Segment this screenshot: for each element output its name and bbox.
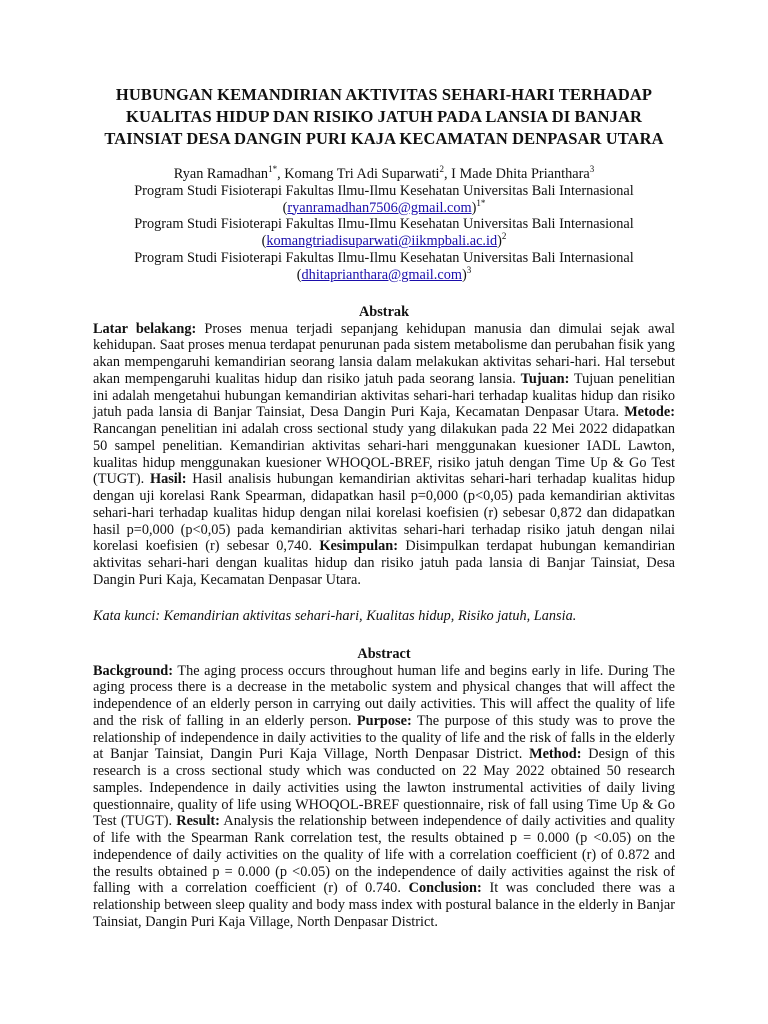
purpose-label: Purpose: <box>356 712 412 729</box>
paper-title: HUBUNGAN KEMANDIRIAN AKTIVITAS SEHARI-HARI TERHADAP KUALITAS HIDUP DAN RISIKO JATUH PADA LANSIA DI BANJAR TAINSIAT DESA DANGIN PURI KAJA KECAMATAN DENPASAR UTARA <box>104 85 664 148</box>
abstract-heading: Abstract <box>357 645 411 662</box>
email-link-2[interactable]: komangtriadisuparwati@iikmpbali.ac.id <box>266 233 498 250</box>
result-text: Analysis the relationship between independence of daily activities and quality of life with the Spearman Rank correlation test, the results obtained p = 0.000 (p <0.05) on the independence of daily activities on the quality of life with a correlation coefficient (r) of 0.872 and the results obtained p = 0.000 (p <0.05) on the independence of daily activities against the risk of falling with a correlation coefficient (r) of 0.740. <box>93 813 675 897</box>
abstrak-heading: Abstrak <box>358 303 410 320</box>
affiliation-2-text: Program Studi Fisioterapi Fakultas Ilmu-Ilmu Kesehatan Universitas Bali Internasional <box>134 216 634 233</box>
abstract-body <box>93 663 675 931</box>
background-text: The aging process occurs throughout human life and begins early in life. During The aging process there is a decrease in the metabolic system and physical changes that will affect the independence of an elderly person in carrying out daily activities. This will affect the quality of life and the risk of falling in an elderly person. <box>93 662 675 729</box>
abstrak-body <box>93 321 675 589</box>
affiliation-1: Program Studi Fisioterapi Fakultas Ilmu-Ilmu Kesehatan Universitas Bali Internasional (ryanramadhan7506@gmail.com)$^{1*}$ <box>93 183 675 217</box>
author-1: Ryan Ramadhan <box>173 166 269 182</box>
latar-label: Latar belakang: <box>93 320 197 337</box>
author-3: , I Made Dhita Prianthara <box>444 166 590 182</box>
email-link-1[interactable]: ryanramadhan7506@gmail.com <box>287 199 472 216</box>
author-2: , Komang Tri Adi Suparwati <box>277 166 440 182</box>
affiliation-1-sup: 1* <box>476 197 486 208</box>
method-text: Design of this research is a cross sectional study which was conducted on 22 May 2022 obtained 50 research samples. Independence in daily activities using the lawton instrumental activities of daily living questionnaire, quality of life using WHOQOL-BREF questionnaire, risk of fall using Time Up & Go Test (TUGT). <box>93 746 675 830</box>
keywords: Kata kunci: Kemandirian aktivitas sehari-hari, Kualitas hidup, Risiko jatuh, Lansia. <box>93 607 577 624</box>
result-label: Result: <box>176 813 220 830</box>
metode-label: Metode: <box>624 404 675 421</box>
conclusion-text: It was concluded there was a relationship between sleep quality and body mass index with postural balance in the elderly in Banjar Tainsiat, Dangin Puri Kaja Village, North Denpasar District. <box>93 880 675 930</box>
conclusion-label: Conclusion: <box>408 880 482 897</box>
author-1-sup: 1* <box>268 164 278 175</box>
method-label: Method: <box>529 746 582 763</box>
tujuan-text: Tujuan penelitian ini adalah mengetahui hubungan kemandirian aktivitas sehari-hari terhadap kualitas hidup dan risiko jatuh pada lansia di Banjar Tainsiat, Desa Dangin Puri Kaja, Kecamatan Denpasar Utara. <box>93 370 675 421</box>
purpose-text: The purpose of this study was to prove the relationship of independence in daily activities to the quality of life and the risk of falls in the elderly at Banjar Tainsiat, Dangin Puri Kaja Village, North Denpasar District. <box>93 712 675 763</box>
affiliation-2: Program Studi Fisioterapi Fakultas Ilmu-Ilmu Kesehatan Universitas Bali Internasional (komangtriadisuparwati@iikmpbali.ac.id)$^2$ <box>93 216 675 250</box>
author-2-sup: 2 <box>439 164 445 175</box>
author-line <box>93 166 675 183</box>
kesimpulan-text: Disimpulkan terdapat hubungan kemandirian aktivitas sehari-hari dengan kualitas hidup dan risiko jatuh pada lansia di Banjar Tainsiat, Desa Dangin Puri Kaja, Kecamatan Denpasar Utara. <box>93 538 676 588</box>
affiliation-1-text: Program Studi Fisioterapi Fakultas Ilmu-Ilmu Kesehatan Universitas Bali Internasional <box>134 182 634 199</box>
email-link-3[interactable]: dhitaprianthara@gmail.com <box>301 266 462 283</box>
affiliation-3-sup: 3 <box>466 265 472 276</box>
latar-text: Proses menua terjadi sepanjang kehidupan manusia dan dimulai sejak awal kehidupan. Saat proses menua terdapat penurunan pada sistem metabolisme dan perubahan fisik yang akan mempengaruhi kemandirian seorang lansia dalam melakukan aktivitas sehari-hari. Hal tersebut akan mempengaruhi kualitas hidup dan risiko jatuh pada seorang lansia. <box>93 320 675 387</box>
affiliation-3-text: Program Studi Fisioterapi Fakultas Ilmu-Ilmu Kesehatan Universitas Bali Internasional <box>134 249 634 266</box>
author-block <box>93 166 675 284</box>
author-3-sup: 3 <box>589 164 595 175</box>
kesimpulan-label: Kesimpulan: <box>319 538 398 555</box>
hasil-label: Hasil: <box>149 471 187 488</box>
hasil-text: Hasil analisis hubungan kemandirian aktivitas sehari-hari terhadap kualitas hidup dengan uji korelasi Rank Spearman, didapatkan hasil p=0,000 (p<0,05) pada kemandirian aktivitas sehari-hari terhadap kualitas hidup dengan nilai korelasi koefisien (r) sebesar 0,872 dan didapatkan hasil p=0,000 (p<0,05) pada kemandirian aktivitas sehari-hari terhadap risiko jatuh dengan nilai korelasi koefisien (r) sebesar 0,740. <box>93 471 675 555</box>
tujuan-label: Tujuan: <box>520 370 570 387</box>
background-label: Background: <box>93 662 173 679</box>
affiliation-3: Program Studi Fisioterapi Fakultas Ilmu-Ilmu Kesehatan Universitas Bali Internasional (dhitaprianthara@gmail.com)$^3$ <box>93 250 675 284</box>
metode-text: Rancangan penelitian ini adalah cross sectional study yang dilakukan pada 22 Mei 2022 didapatkan 50 sampel penelitian. Kemandirian aktivitas sehari-hari menggunakan kuesioner IADL Lawton, kualitas hidup menggunakan kuesioner WHOQOL-BREF, risiko jatuh dengan Time Up & Go Test (TUGT). <box>93 421 675 488</box>
affiliation-2-sup: 2 <box>501 231 507 242</box>
